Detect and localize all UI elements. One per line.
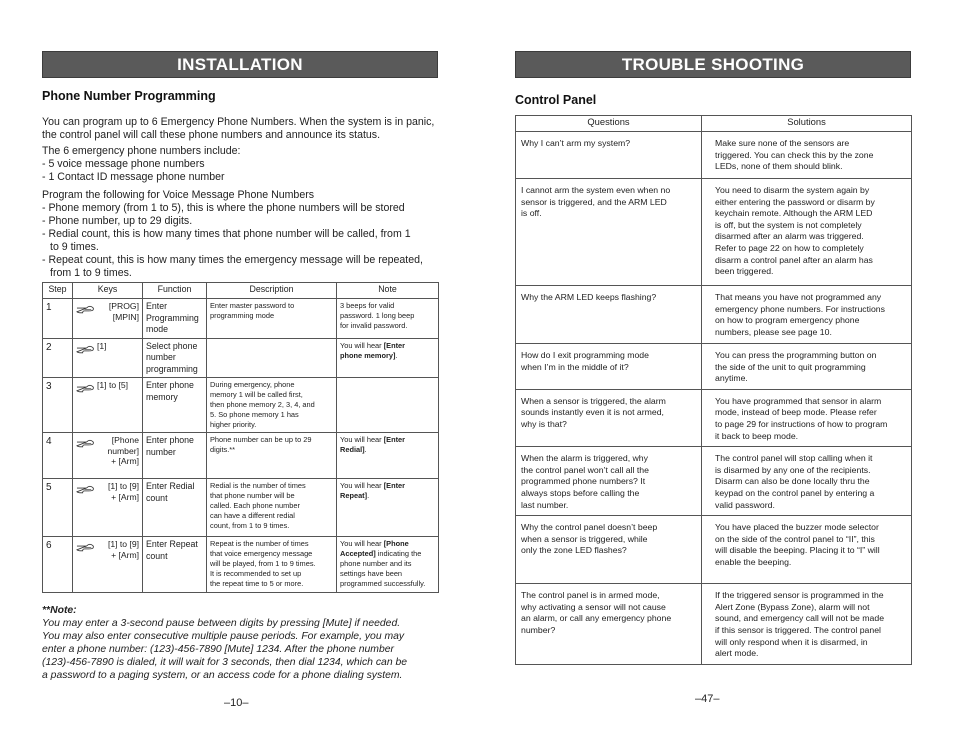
- table-row: [516, 447, 912, 516]
- cell-line: numbers, please see page 10.: [715, 326, 832, 337]
- question-cell: [516, 516, 702, 584]
- table-row: [516, 584, 912, 665]
- cell-line: count, from 1 to 9 times.: [210, 521, 290, 530]
- cell-line: Enter phone: [146, 435, 194, 445]
- description-cell: [207, 299, 337, 339]
- keys-text: [97, 341, 139, 352]
- table-row: [43, 537, 439, 593]
- description-cell: [207, 537, 337, 593]
- cell-line: called. Each phone number: [210, 501, 300, 510]
- keys-cell: [73, 537, 143, 593]
- cell-line: the repeat time to 5 or more.: [210, 579, 304, 588]
- cell-line: During emergency, phone: [210, 380, 295, 389]
- cell-line: is disarmed by any one of the recipients.: [715, 464, 871, 475]
- solution-cell: [702, 132, 912, 179]
- keys-text: [97, 301, 139, 322]
- cell-line: anytime.: [715, 373, 748, 384]
- cell-line: + [Arm]: [111, 549, 139, 560]
- table-row: [516, 286, 912, 344]
- cell-line: when a sensor is triggered, while: [521, 533, 648, 544]
- cell-line: sounds instantly even it is not armed,: [521, 407, 664, 418]
- cell-line: count: [146, 550, 168, 561]
- pointing-hand-icon: [76, 343, 95, 354]
- cell-line: last number.: [521, 499, 569, 510]
- table-row: [43, 433, 439, 479]
- description-cell: [207, 378, 337, 433]
- cell-line: [Phone: [111, 435, 139, 445]
- function-cell: [143, 378, 207, 433]
- footnote-line: (123)-456-7890 is dialed, it will wait for 3 seconds, then dial 1234, which can be: [42, 657, 408, 668]
- cell-line: You need to disarm the system again by: [715, 185, 870, 195]
- cell-line: mode: [146, 324, 169, 334]
- header-solutions: Solutions: [702, 116, 912, 132]
- cell-line: If the triggered sensor is programmed in the: [715, 590, 884, 601]
- cell-line: How do I exit programming mode: [521, 350, 649, 360]
- header-function: Function: [143, 283, 207, 299]
- cell-line: Repeat is the number of times: [210, 539, 309, 548]
- cell-line: keychain remote. Although the ARM LED: [715, 208, 873, 219]
- cell-line: When a sensor is triggered, the alarm: [521, 395, 666, 406]
- cell-line: Enter Redial: [146, 481, 195, 491]
- cell-line: if this sensor is triggered. The control panel: [715, 624, 881, 635]
- cell-line: disarm a control panel after an alarm has: [715, 254, 873, 265]
- header-description: Description: [207, 283, 337, 299]
- cell-line: can have a different redial: [210, 511, 295, 520]
- cell-line: The control panel is in armed mode,: [521, 590, 660, 601]
- cell-line: valid password.: [715, 499, 775, 510]
- cell-line: programming mode: [210, 311, 275, 320]
- cell-line: Why the control panel doesn’t beep: [521, 522, 658, 533]
- cell-line: on the side of the control panel to “II”, this: [715, 533, 875, 544]
- pointing-hand-icon: [76, 437, 95, 448]
- cell-line: mode, instead of beep mode. Please refer: [715, 407, 877, 418]
- header-keys: Keys: [73, 283, 143, 299]
- phone-programming-heading: Phone Number Programming: [42, 89, 216, 103]
- cell-line: digits.**: [210, 445, 236, 454]
- cell-line: programmed phone numbers? It: [521, 476, 646, 487]
- footnote-title: **Note:: [42, 605, 77, 616]
- cell-line: keypad on the control panel by entering a: [715, 487, 875, 498]
- cell-line: The control panel will stop calling when it: [715, 453, 873, 464]
- note-cell: You will hear [Enter Repeat].: [337, 479, 439, 537]
- cell-line: will only respond when it is disarmed, in: [715, 636, 868, 647]
- keys-cell: [73, 433, 143, 479]
- question-cell: [516, 389, 702, 446]
- cell-line: Enter Repeat: [146, 539, 198, 549]
- cell-line: Refer to page 22 on how to completely: [715, 242, 864, 253]
- footnote-line: a password to a paging system, or an access code for a phone dialing system.: [42, 670, 403, 681]
- page-number: –10–: [224, 697, 249, 709]
- cell-line: When the alarm is triggered, why: [521, 453, 648, 464]
- header-step: Step: [43, 283, 73, 299]
- question-cell: [516, 286, 702, 344]
- step-cell: 3: [43, 378, 73, 433]
- cell-line: alert mode.: [715, 648, 759, 659]
- cell-line: You can press the programming button on: [715, 350, 877, 360]
- cell-line: why activating a sensor will not cause: [521, 601, 666, 612]
- cell-line: Enter: [146, 301, 168, 311]
- function-cell: [143, 433, 207, 479]
- table-row: [43, 338, 439, 378]
- step-cell: 6: [43, 537, 73, 593]
- function-cell: [143, 338, 207, 378]
- cell-line: Enter master password to: [210, 301, 295, 310]
- cell-line: the side of the unit to quit programming: [715, 361, 866, 372]
- cell-line: [1] to [9]: [107, 481, 139, 491]
- installation-banner: INSTALLATION: [42, 51, 438, 78]
- list-line: - 5 voice message phone numbers: [42, 158, 205, 170]
- cell-line: either entering the password or disarm by: [715, 196, 875, 207]
- cell-line: enable the beeping.: [715, 556, 792, 567]
- keys-text: [97, 380, 139, 391]
- cell-line: number]: [107, 445, 139, 456]
- cell-line: Make sure none of the sensors are: [715, 138, 850, 148]
- cell-line: [1] to [5]: [97, 380, 129, 390]
- footnote-line: You may also enter consecutive multiple pause periods. For example, you may: [42, 631, 405, 642]
- step-cell: 5: [43, 479, 73, 537]
- pointing-hand-icon: [76, 483, 95, 494]
- question-cell: [516, 179, 702, 286]
- function-cell: [143, 479, 207, 537]
- table-row: [516, 344, 912, 390]
- cell-line: the control panel won’t call all the: [521, 464, 649, 475]
- cell-line: [MPIN]: [112, 311, 139, 322]
- cell-line: [PROG]: [108, 301, 139, 311]
- cell-line: emergency phone numbers. For instructions: [715, 303, 885, 314]
- keys-text: [97, 539, 139, 560]
- table-row: [516, 389, 912, 446]
- keys-cell: [73, 299, 143, 339]
- note-cell: [337, 378, 439, 433]
- table-row: [516, 132, 912, 179]
- program-line: Program the following for Voice Message Phone Numbers: [42, 189, 315, 201]
- intro-line: You can program up to 6 Emergency Phone Numbers. When the system is in panic,: [42, 116, 435, 128]
- cell-line: Alert Zone (Bypass Zone), alarm will not: [715, 601, 870, 612]
- solution-cell: [702, 179, 912, 286]
- note-cell: You will hear [Enter phone memory].: [337, 338, 439, 378]
- solution-cell: [702, 516, 912, 584]
- cell-line: Select phone: [146, 340, 198, 351]
- cell-line: memory: [146, 391, 178, 402]
- keys-cell: [73, 338, 143, 378]
- pointing-hand-icon: [76, 303, 95, 314]
- control-panel-heading: Control Panel: [515, 93, 597, 107]
- cell-line: why is that?: [521, 418, 567, 429]
- keys-text: [97, 481, 139, 502]
- cell-line: triggered. You can check this by the zone: [715, 149, 874, 160]
- note-cell: You will hear [Phone Accepted] indicating the phone number and its settings have been programmed successfully.: [337, 537, 439, 593]
- cell-line: Redial is the number of times: [210, 481, 306, 490]
- solution-cell: [702, 389, 912, 446]
- program-line: - Repeat count, this is how many times the emergency message will be repeated,: [42, 254, 423, 266]
- description-cell: [207, 338, 337, 378]
- note-cell: 3 beeps for valid password. 1 long beep for invalid password.: [337, 299, 439, 339]
- footnote-line: You may enter a 3-second pause between digits by pressing [Mute] if needed.: [42, 618, 401, 629]
- function-cell: [143, 299, 207, 339]
- trouble-shooting-banner: TROUBLE SHOOTING: [515, 51, 911, 78]
- cell-line: number?: [521, 624, 556, 635]
- cell-line: is off, but the system is not completely: [715, 219, 862, 230]
- question-cell: [516, 447, 702, 516]
- cell-line: number: [146, 352, 176, 362]
- keys-text: [97, 435, 139, 467]
- cell-line: is off.: [521, 208, 542, 219]
- cell-line: I cannot arm the system even when no: [521, 185, 671, 195]
- keys-cell: [73, 378, 143, 433]
- table-row: [43, 479, 439, 537]
- description-cell: [207, 433, 337, 479]
- cell-line: count: [146, 492, 168, 503]
- intro-paragraph: [42, 116, 440, 142]
- cell-line: Why I can’t arm my system?: [521, 138, 631, 148]
- cell-line: an alarm, or call any emergency phone: [521, 613, 672, 624]
- cell-line: Enter phone: [146, 380, 194, 390]
- table-row: [43, 299, 439, 339]
- cell-line: that voice emergency message: [210, 549, 313, 558]
- program-line: to 9 times.: [50, 241, 99, 253]
- cell-line: [1]: [97, 340, 107, 351]
- cell-line: number: [146, 446, 176, 457]
- cell-line: when I’m in the middle of it?: [521, 361, 629, 372]
- program-line: - Redial count, this is how many times that phone number will be called, from 1: [42, 228, 411, 240]
- cell-line: that phone number will be: [210, 491, 295, 500]
- cell-line: Programming: [146, 312, 199, 323]
- cell-line: disarmed after an alarm was triggered.: [715, 231, 864, 242]
- cell-line: LEDs, none of them should blink.: [715, 161, 843, 172]
- cell-line: only the zone LED flashes?: [521, 545, 627, 556]
- question-cell: [516, 132, 702, 179]
- step-cell: 2: [43, 338, 73, 378]
- cell-line: Why the ARM LED keeps flashing?: [521, 292, 657, 302]
- footnote-line: enter a phone number: (123)-456-7890 [Mute] 1234. After the phone number: [42, 644, 394, 655]
- program-line: - Phone number, up to 29 digits.: [42, 215, 193, 227]
- table-row: [516, 179, 912, 286]
- list-line: The 6 emergency phone numbers include:: [42, 145, 241, 157]
- header-note: Note: [337, 283, 439, 299]
- solution-cell: [702, 344, 912, 390]
- description-cell: [207, 479, 337, 537]
- cell-line: will be played, from 1 to 9 times.: [210, 559, 316, 568]
- keys-cell: [73, 479, 143, 537]
- question-cell: [516, 344, 702, 390]
- numbers-list: [42, 145, 440, 184]
- program-line: from 1 to 9 times.: [50, 267, 132, 279]
- cell-line: You have programmed that sensor in alarm: [715, 395, 882, 406]
- step-cell: 1: [43, 299, 73, 339]
- note-cell: You will hear [Enter Redial].: [337, 433, 439, 479]
- cell-line: higher priority.: [210, 420, 257, 429]
- cell-line: to page 29 for instructions of how to program: [715, 418, 888, 429]
- program-list: [42, 189, 440, 280]
- cell-line: + [Arm]: [111, 491, 139, 502]
- trouble-shooting-table: [515, 115, 912, 665]
- pointing-hand-icon: [76, 541, 95, 552]
- solution-cell: [702, 584, 912, 665]
- cell-line: [1] to [9]: [107, 539, 139, 549]
- cell-line: memory 1 will be called first,: [210, 390, 303, 399]
- cell-line: sensor is triggered, and the ARM LED: [521, 196, 667, 207]
- cell-line: 5. So phone memory 1 has: [210, 410, 299, 419]
- cell-line: That means you have not programmed any: [715, 292, 882, 302]
- table-row: [516, 516, 912, 584]
- solution-cell: [702, 447, 912, 516]
- cell-line: + [Arm]: [111, 456, 139, 466]
- cell-line: Disarm can also be done locally thru the: [715, 476, 870, 487]
- cell-line: It is recommended to set up: [210, 569, 302, 578]
- list-line: - 1 Contact ID message phone number: [42, 171, 225, 183]
- question-cell: [516, 584, 702, 665]
- page-number: –47–: [695, 693, 720, 705]
- function-cell: [143, 537, 207, 593]
- cell-line: been triggered.: [715, 266, 774, 277]
- cell-line: will disable the beeping. Placing it to “I” will: [715, 545, 880, 556]
- cell-line: sound, and emergency call will not be made: [715, 613, 885, 624]
- table-row: [43, 378, 439, 433]
- cell-line: on how to program emergency phone: [715, 315, 860, 326]
- cell-line: it back to beep mode.: [715, 430, 799, 441]
- solution-cell: [702, 286, 912, 344]
- step-cell: 4: [43, 433, 73, 479]
- footnote: [42, 604, 440, 682]
- pointing-hand-icon: [76, 382, 95, 393]
- intro-line: the control panel will call these phone numbers and announce its status.: [42, 129, 381, 141]
- program-line: - Phone memory (from 1 to 5), this is where the phone numbers will be stored: [42, 202, 405, 214]
- cell-line: then phone memory 2, 3, 4, and: [210, 400, 315, 409]
- cell-line: always stops before calling the: [521, 487, 640, 498]
- header-questions: Questions: [516, 116, 702, 132]
- cell-line: programming: [146, 363, 198, 374]
- cell-line: You have placed the buzzer mode selector: [715, 522, 879, 533]
- cell-line: Phone number can be up to 29: [210, 435, 312, 444]
- programming-steps-table: [42, 282, 439, 593]
